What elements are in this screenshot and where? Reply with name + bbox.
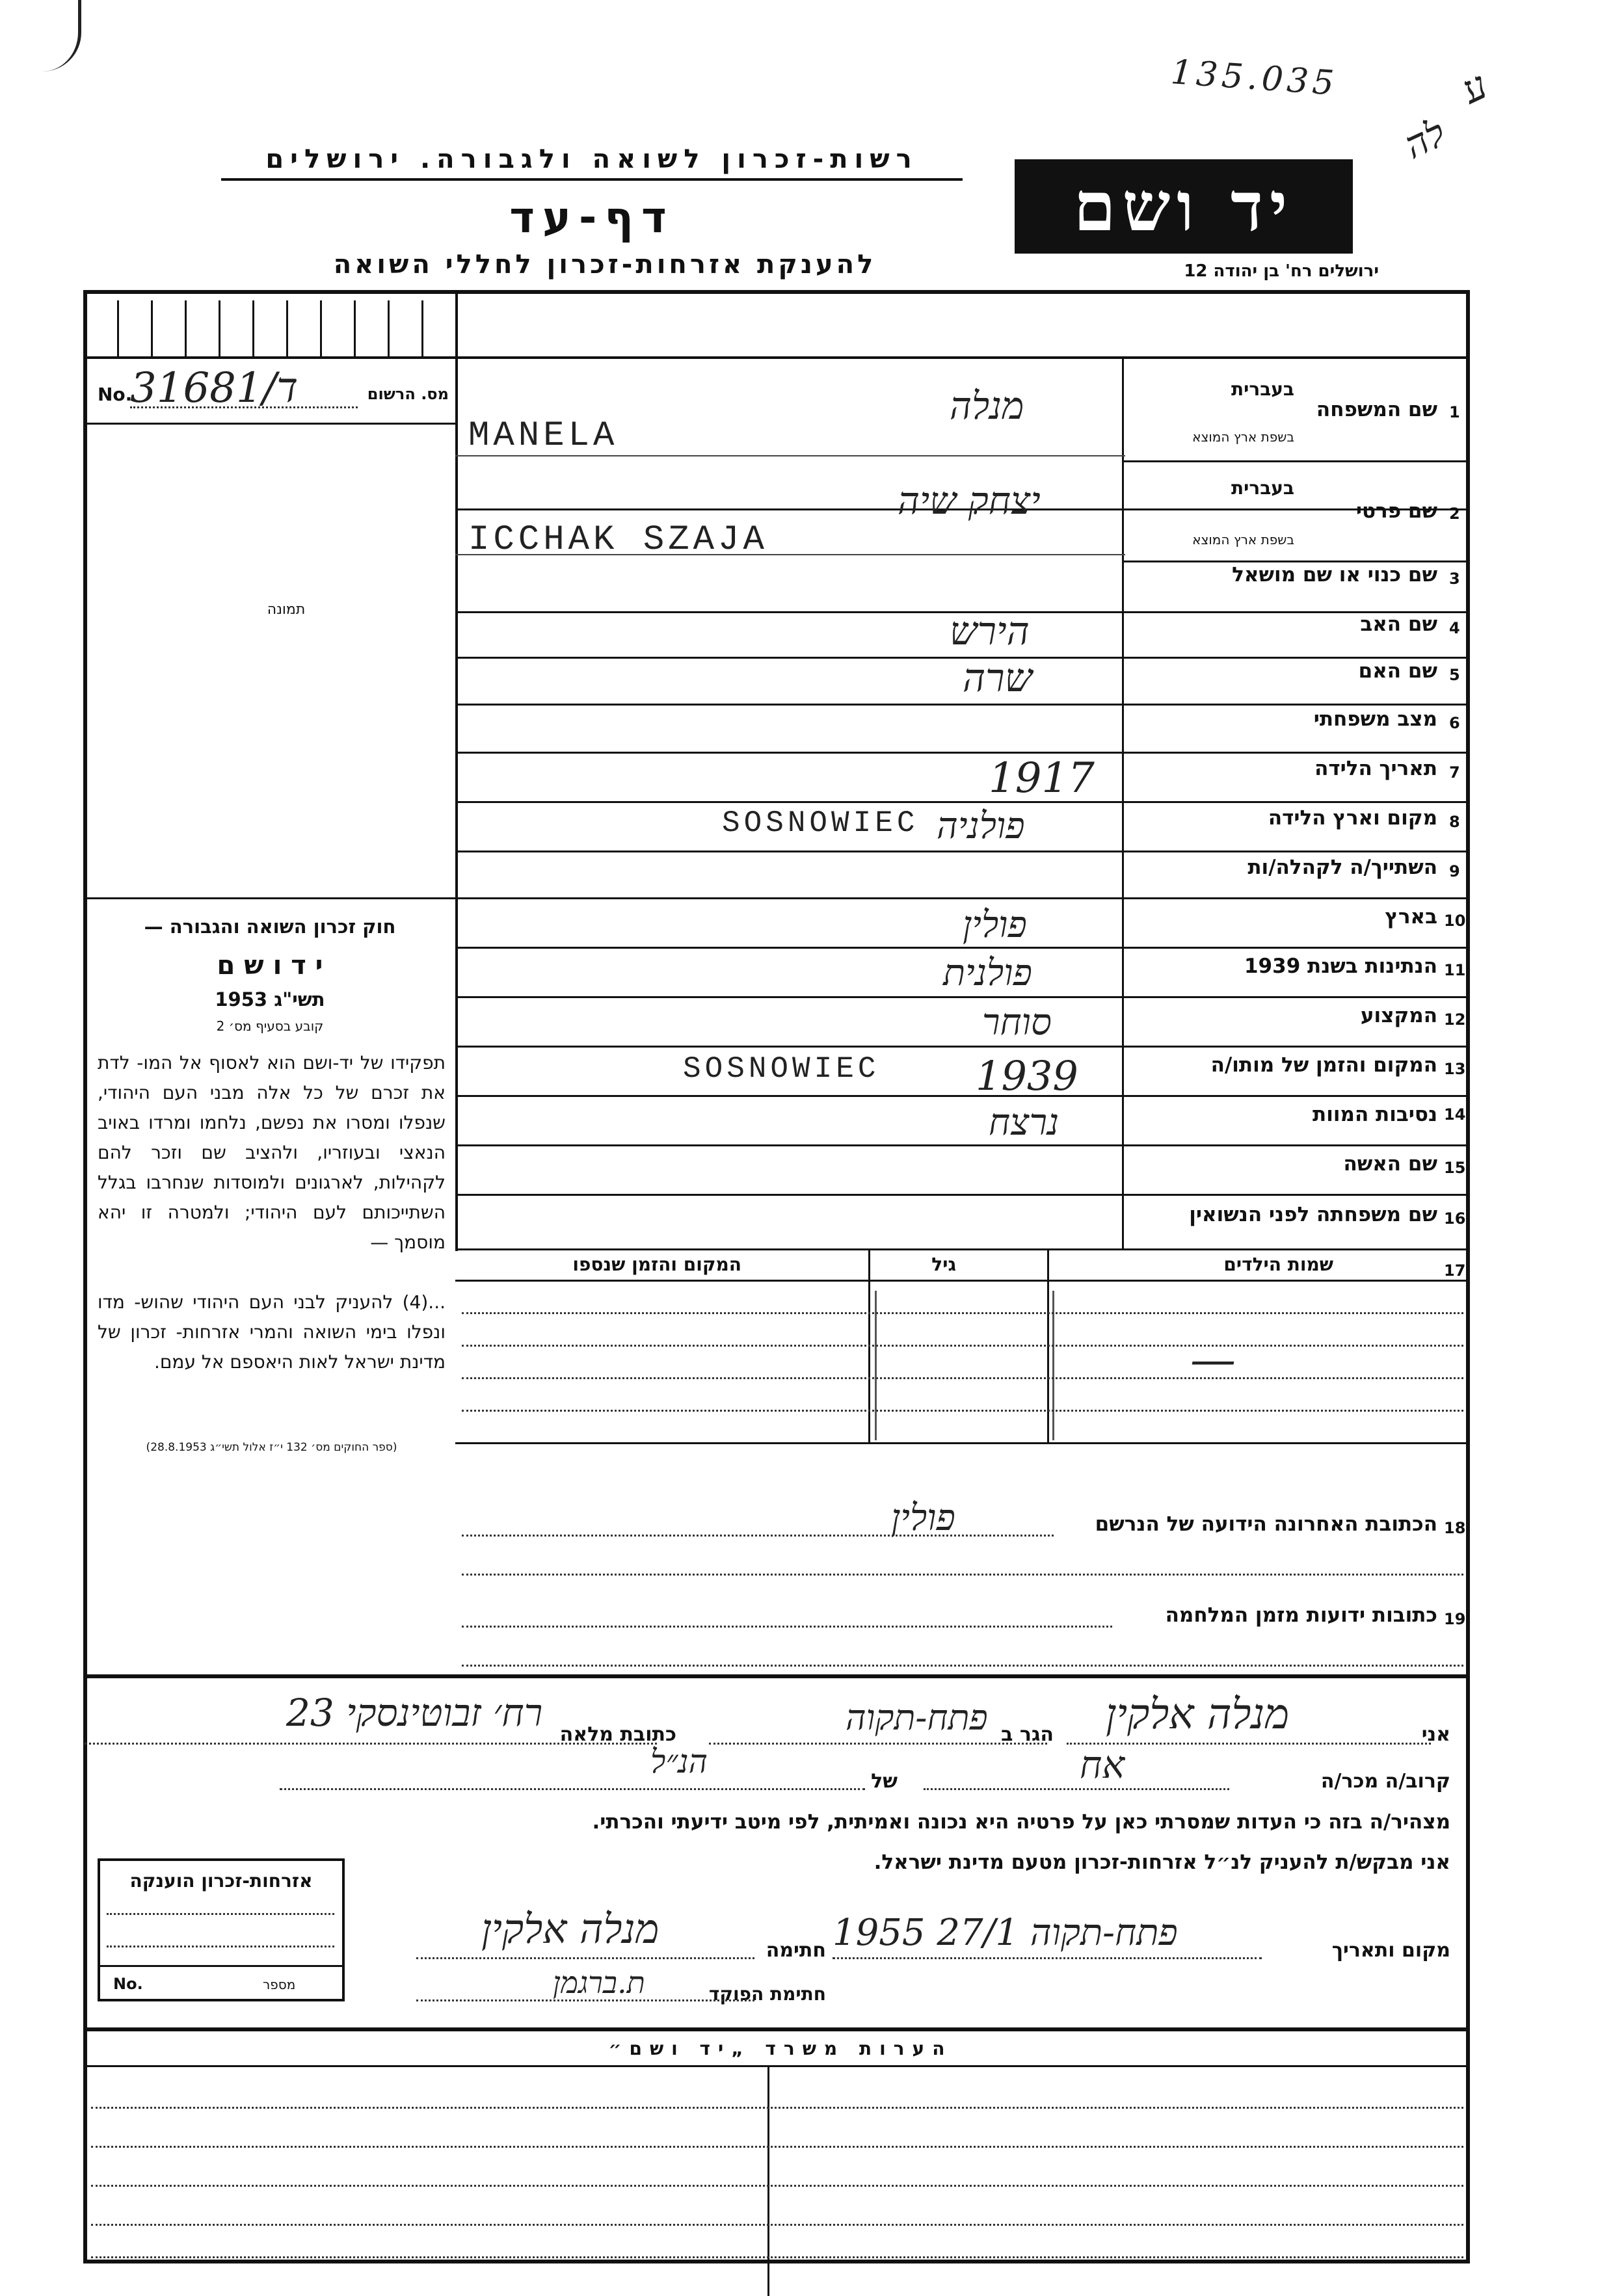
law-reference: (ספר החוקים מס׳ 132 י״ז אלול תשי״ג 28.8.1953) xyxy=(146,1441,397,1454)
children-header-place-time: המקום והזמן שנספו xyxy=(572,1254,741,1275)
field-12-value: סוחר xyxy=(982,1001,1052,1044)
field-1-sub-hebrew: בעברית xyxy=(1231,378,1294,400)
logo-text: יד ושם xyxy=(1073,166,1294,246)
decl-of-value: הנ״ל xyxy=(650,1743,708,1780)
field-8-value: פולניה xyxy=(937,805,1025,847)
field-6-number: 6 xyxy=(1449,714,1460,732)
law-item-4: ...(4) להעניק לבני העם היהודי שהוש- מדו ונפלו בימי השואה והמרי אזרחות- זכרון של מדינת ישראל לאות היאספם אל עמם. xyxy=(98,1291,446,1373)
field-10-value: פולין xyxy=(963,904,1027,946)
law-body: תפקידו של יד-ושם הוא לאסוף אל המו- לדת את זכרם של כל אלה מבני העם היהודי, שנפלו ומסרו את נפשם, נלחמו ומרדו באויב הנאצי ובעוזריו, ולהציב שם וזכר להם לקהילות, לארגונים ולמוסדות שנחרבו בגלל השתייכותם לעם היהודי; ולמטרה זו יהא מוסמך — xyxy=(98,1052,446,1253)
field-8-number: 8 xyxy=(1449,813,1460,831)
corner-mark-2: לה xyxy=(1397,111,1452,168)
field-15-number: 15 xyxy=(1444,1159,1466,1177)
photo-label: תמונה xyxy=(267,601,306,618)
field-4-label: שם האב xyxy=(1360,613,1437,636)
field-10-label: בארץ xyxy=(1385,905,1437,929)
decl-statement-2: אני מבקש/ת להעניק לנ״ל אזרחות-זכרון מטעם מדינת ישראל. xyxy=(873,1851,1450,1874)
field-1-sub-foreign: בשפת ארץ המוצא xyxy=(1192,429,1294,445)
form-title: דף-עד xyxy=(509,192,674,243)
field-13-value-foreign: SOSNOWIEC xyxy=(683,1052,880,1086)
citizenship-box-title: אזרחות-זכרון הוענקה xyxy=(129,1870,313,1892)
yad-vashem-address: ירושלים רח' בן יהודה 12 xyxy=(1184,261,1379,281)
field-4-value: הירש xyxy=(950,609,1030,654)
decl-address: רח׳ זבוטינסקי 23 xyxy=(286,1691,543,1735)
field-2-label: שם פרטי xyxy=(1355,499,1437,523)
field-2-sub-hebrew: בעברית xyxy=(1231,477,1294,499)
field-9-label: השתייך/ה לקהלה/ות xyxy=(1247,856,1437,879)
field-17-number: 17 xyxy=(1444,1261,1466,1280)
decl-officer-label: חתימת הפוקד xyxy=(708,1983,826,2005)
law-name: י ד ו ש ם xyxy=(217,951,323,981)
field-14-value: נרצח xyxy=(989,1102,1060,1144)
citizenship-box xyxy=(98,1858,345,2001)
archive-number: 135.035 xyxy=(1169,53,1339,103)
field-8-label: מקום וארץ הלידה xyxy=(1268,806,1437,830)
field-5-number: 5 xyxy=(1449,666,1460,684)
decl-ani: אני xyxy=(1421,1723,1450,1746)
decl-signature-label: חתימה xyxy=(766,1939,826,1962)
registration-label: מס. הרשום xyxy=(367,385,449,403)
decl-of-label: של xyxy=(871,1770,898,1793)
field-18-number: 18 xyxy=(1444,1519,1466,1537)
children-header-age: גיל xyxy=(931,1254,956,1275)
field-8-value-foreign: SOSNOWIEC xyxy=(722,806,919,840)
field-1-label: שם המשפחה xyxy=(1316,398,1437,421)
corner-mark: ﬠ xyxy=(1454,62,1495,113)
field-12-label: המקצוע xyxy=(1360,1004,1437,1027)
authority-title: רשות-זכרון לשואה ולגבורה. ירושלים xyxy=(221,144,963,181)
field-13-value: 1939 xyxy=(976,1052,1078,1100)
field-2-value-hebrew: יצחק שיה xyxy=(898,479,1041,523)
field-19-number: 19 xyxy=(1444,1610,1466,1628)
decl-signature: מנלה אלקין xyxy=(481,1905,660,1953)
citizenship-box-no: No. xyxy=(113,1975,143,1993)
decl-city: פתח-תקוה xyxy=(846,1697,988,1738)
children-header-names: שמות הילדים xyxy=(1223,1254,1333,1275)
field-3-label: שם כנוי או שם מושאל xyxy=(1232,563,1437,587)
field-12-number: 12 xyxy=(1444,1010,1466,1029)
field-5-value: שרה xyxy=(963,655,1033,701)
field-5-label: שם האם xyxy=(1358,659,1437,683)
citizenship-box-number-label: מספר xyxy=(263,1977,296,1992)
field-11-value: פולנית xyxy=(943,952,1032,994)
remarks-title: הערות משרד „יד ושם״ xyxy=(608,2038,953,2059)
form-subtitle: להענקת אזרחות-זכרון לחללי השואה xyxy=(333,250,877,280)
field-6-label: מצב משפחתי xyxy=(1313,707,1437,731)
field-7-label: תאריך הלידה xyxy=(1314,757,1437,780)
field-1-value-foreign: MANELA xyxy=(468,416,619,456)
children-entry: — xyxy=(1190,1333,1236,1386)
field-1-value-hebrew: מנלה xyxy=(950,384,1024,428)
field-7-number: 7 xyxy=(1449,763,1460,782)
decl-place-date-label: מקום ותאריך xyxy=(1331,1939,1450,1962)
decl-name: מנלה אלקין xyxy=(1106,1691,1290,1739)
field-14-number: 14 xyxy=(1444,1105,1466,1124)
field-13-number: 13 xyxy=(1444,1060,1466,1078)
field-11-number: 11 xyxy=(1444,961,1466,979)
field-14-label: נסיבות המוות xyxy=(1313,1103,1437,1126)
law-year: תשי"ג 1953 xyxy=(215,988,325,1010)
yad-vashem-logo xyxy=(1015,159,1353,254)
field-7-value: 1917 xyxy=(989,754,1095,802)
decl-relation: אח xyxy=(1080,1743,1125,1787)
field-3-number: 3 xyxy=(1449,570,1460,588)
field-18-value: פולין xyxy=(891,1497,955,1539)
field-2-value-foreign: ICCHAK SZAJA xyxy=(468,520,768,560)
field-16-label: שם משפחתה לפני הנשואין xyxy=(1189,1203,1437,1226)
field-9-number: 9 xyxy=(1449,862,1460,880)
decl-address-label: כתובת מלאה xyxy=(559,1723,676,1746)
decl-officer-signature: ת.ברגמן xyxy=(553,1965,645,2000)
law-title: חוק זכרון השואה והגבורה — xyxy=(144,916,396,938)
decl-relative-label: קרוב/ה מכר/ה xyxy=(1320,1770,1450,1793)
field-16-number: 16 xyxy=(1444,1209,1466,1228)
registration-no-label: No. xyxy=(98,384,133,405)
field-15-label: שם האשה xyxy=(1343,1152,1437,1176)
field-1-number: 1 xyxy=(1449,403,1460,421)
field-2-number: 2 xyxy=(1449,505,1460,523)
field-11-label: הנתינות בשנת 1939 xyxy=(1244,955,1437,978)
field-18-label: הכתובת האחרונה הידועה של הנרשם xyxy=(1095,1512,1437,1536)
field-4-number: 4 xyxy=(1449,619,1460,637)
field-10-number: 10 xyxy=(1444,912,1466,930)
field-19-label: כתובות ידועות מזמן המלחמה xyxy=(1165,1603,1437,1627)
registration-number: 31681/ד xyxy=(130,364,299,412)
decl-place-date: פתח-תקוה 27/1 1955 xyxy=(833,1912,1178,1954)
field-2-sub-foreign: בשפת ארץ המוצא xyxy=(1192,532,1294,548)
decl-statement-1: מצהיר/ה בזה כי העדות שמסרתי כאן על פרטיה היא נכונה ואמיתית, לפי מיטב ידיעתי והכרתי. xyxy=(592,1810,1450,1834)
hole-punch-mark xyxy=(33,0,81,72)
law-clause: קובע בסעיף מס׳ 2 xyxy=(216,1018,324,1034)
field-13-label: המקום והזמן של מותו/ה xyxy=(1210,1053,1437,1077)
decl-resides-label: הגר ב xyxy=(1001,1723,1054,1746)
